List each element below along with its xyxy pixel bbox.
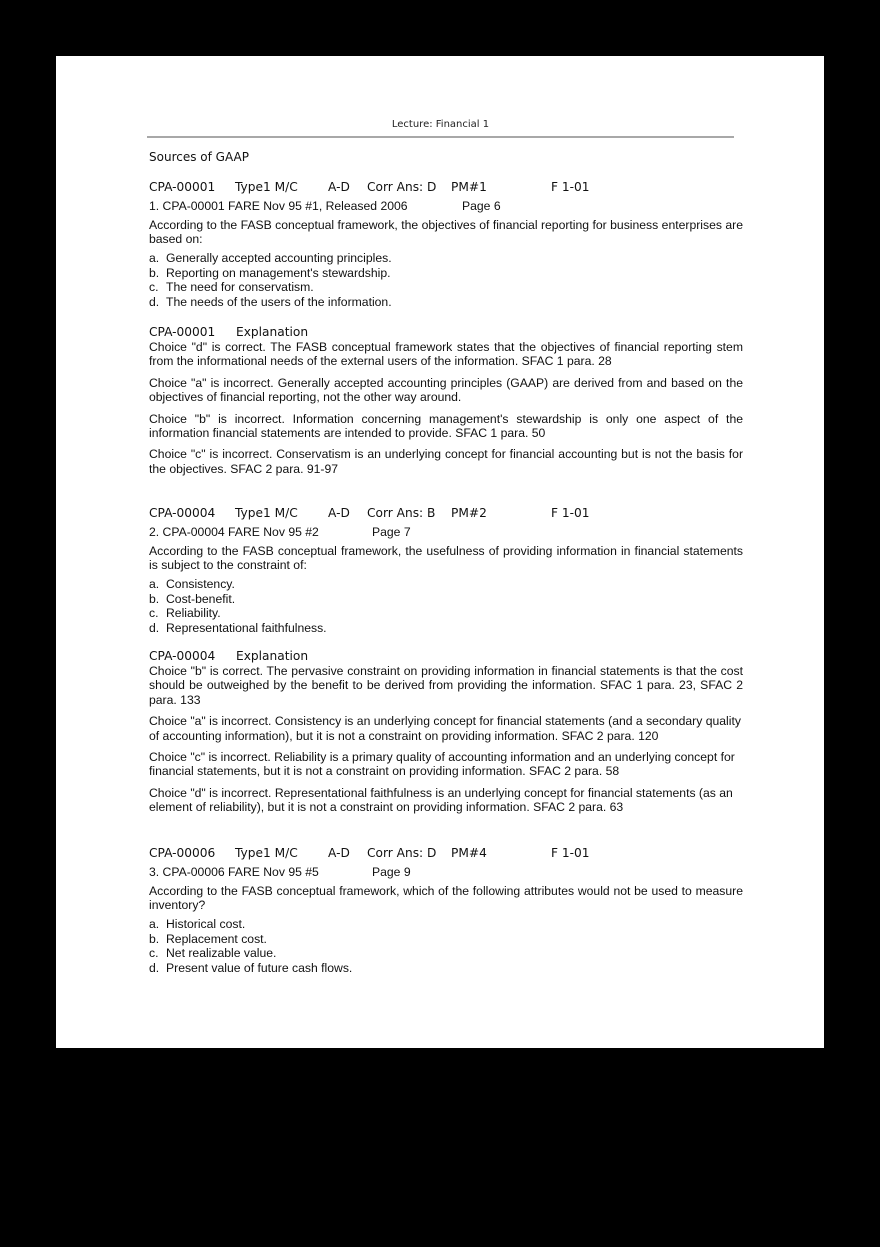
question-id: CPA-00006 xyxy=(149,846,216,860)
question-block xyxy=(149,179,743,309)
explanation-paragraph: Choice "d" is incorrect. Representational faithfulness is an underlying concept for financial statements (as an element of reliability), but it is not a constraint on providing information. SFAC 2 para. 63 xyxy=(149,785,733,815)
answer-choice xyxy=(149,295,743,309)
page-reference: Page 6 xyxy=(462,199,501,213)
choice-text: Reporting on management's stewardship. xyxy=(166,265,391,280)
choice-letter: c. xyxy=(149,946,159,961)
choice-text: The need for conservatism. xyxy=(166,280,314,295)
question-meta-line xyxy=(149,179,743,196)
explanation-heading xyxy=(149,325,743,340)
explanation-paragraph: Choice "c" is incorrect. Conservatism is an underlying concept for financial accounting but is not the basis for the objectives. SFAC 2 para. 91-97 xyxy=(149,447,743,476)
answer-choice xyxy=(149,577,743,591)
question-source: 3. CPA-00006 FARE Nov 95 #5 xyxy=(149,865,319,879)
question-type: Type1 M/C xyxy=(235,180,298,194)
question-stem: According to the FASB conceptual framework, the usefulness of providing information in financial statements is subject to the constraint of: xyxy=(149,544,743,573)
question-source-line xyxy=(149,198,743,215)
question-source: 1. CPA-00001 FARE Nov 95 #1, Released 2006 xyxy=(149,199,408,213)
question-id: CPA-00001 xyxy=(149,180,216,194)
explanation-heading xyxy=(149,649,743,664)
choice-letter: c. xyxy=(149,606,159,621)
explanation-id: CPA-00001 xyxy=(149,325,216,339)
explanation-label: Explanation xyxy=(236,649,309,663)
choice-letter: b. xyxy=(149,591,160,606)
question-source: 2. CPA-00004 FARE Nov 95 #2 xyxy=(149,525,319,539)
answer-choice xyxy=(149,946,743,960)
correct-answer: Corr Ans: B xyxy=(367,506,436,520)
explanation-paragraph: Choice "d" is correct. The FASB conceptual framework states that the objectives of financial reporting stem from the informational needs of the external users of the information. SFAC 1 para. 28 xyxy=(149,340,743,369)
choice-text: The needs of the users of the information. xyxy=(166,294,392,309)
choice-text: Representational faithfulness. xyxy=(166,620,327,635)
question-block xyxy=(149,845,743,975)
answer-choice xyxy=(149,961,743,975)
choice-text: Consistency. xyxy=(166,577,235,592)
explanation-block xyxy=(149,325,743,483)
explanation-id: CPA-00004 xyxy=(149,649,216,663)
explanation-paragraph: Choice "b" is correct. The pervasive constraint on providing information in financial statements is that the cost should be outweighed by the benefit to be derived from providing the information. SFAC 1 para. 23, SFAC 2 para. 133 xyxy=(149,664,743,707)
answer-choice xyxy=(149,621,743,635)
choice-letter: b. xyxy=(149,931,160,946)
question-type: Type1 M/C xyxy=(235,506,298,520)
explanation-paragraph: Choice "a" is incorrect. Consistency is an underlying concept for financial statements (and a secondary quality of accounting information), but it is not a constraint on providing information. SFAC 2 para. 120 xyxy=(149,714,741,743)
pm-number: PM#1 xyxy=(451,180,487,194)
choice-letter: a. xyxy=(149,251,160,266)
question-stem: According to the FASB conceptual framework, the objectives of financial reporting for business enterprises are based on: xyxy=(149,218,743,247)
question-meta-line xyxy=(149,505,743,522)
question-source-line xyxy=(149,524,743,541)
answer-range: A-D xyxy=(328,846,350,860)
answer-choice xyxy=(149,592,743,606)
answer-choices xyxy=(149,577,743,635)
running-header: Lecture: Financial 1 xyxy=(391,119,490,130)
answer-choice xyxy=(149,251,743,265)
correct-answer: Corr Ans: D xyxy=(367,846,437,860)
answer-range: A-D xyxy=(328,506,350,520)
choice-text: Present value of future cash flows. xyxy=(166,960,353,975)
choice-letter: d. xyxy=(149,960,160,975)
topic-code: F 1-01 xyxy=(551,846,590,860)
answer-choices xyxy=(149,917,743,975)
explanation-label: Explanation xyxy=(236,325,309,339)
explanation-block xyxy=(149,649,743,822)
question-id: CPA-00004 xyxy=(149,506,216,520)
choice-text: Reliability. xyxy=(166,606,221,621)
choice-text: Net realizable value. xyxy=(166,946,277,961)
question-block xyxy=(149,505,743,635)
choice-letter: d. xyxy=(149,620,160,635)
page-reference: Page 7 xyxy=(372,525,411,539)
topic-code: F 1-01 xyxy=(551,506,590,520)
question-meta-line xyxy=(149,845,743,862)
answer-choice xyxy=(149,917,743,931)
choice-letter: d. xyxy=(149,294,160,309)
answer-choices xyxy=(149,251,743,309)
answer-choice xyxy=(149,266,743,280)
answer-choice xyxy=(149,932,743,946)
document-page xyxy=(56,56,824,1048)
choice-letter: a. xyxy=(149,577,160,592)
answer-choice xyxy=(149,606,743,620)
explanation-paragraph: Choice "b" is incorrect. Information concerning management's stewardship is only one aspect of the information financial statements are intended to provide. SFAC 1 para. 50 xyxy=(149,411,743,441)
choice-letter: a. xyxy=(149,917,160,932)
explanation-paragraph: Choice "c" is incorrect. Reliability is a primary quality of accounting information and an underlying concept for financial statements, but it is not a constraint on providing information. SFAC 2 para. 58 xyxy=(149,750,735,779)
page-reference: Page 9 xyxy=(372,865,411,879)
answer-choice xyxy=(149,280,743,294)
question-stem: According to the FASB conceptual framework, which of the following attributes would not be used to measure inventory? xyxy=(149,884,743,913)
explanation-paragraph: Choice "a" is incorrect. Generally accepted accounting principles (GAAP) are derived from and based on the objectives of financial reporting, not the other way around. xyxy=(149,375,743,405)
choice-letter: c. xyxy=(149,280,159,295)
topic-code: F 1-01 xyxy=(551,180,590,194)
pm-number: PM#4 xyxy=(451,846,487,860)
section-title: Sources of GAAP xyxy=(149,150,249,164)
pm-number: PM#2 xyxy=(451,506,487,520)
question-type: Type1 M/C xyxy=(235,846,298,860)
answer-range: A-D xyxy=(328,180,350,194)
header-divider xyxy=(147,136,734,138)
question-source-line xyxy=(149,864,743,881)
choice-text: Replacement cost. xyxy=(166,931,267,946)
choice-letter: b. xyxy=(149,265,160,280)
choice-text: Cost-benefit. xyxy=(166,591,236,606)
choice-text: Historical cost. xyxy=(166,917,246,932)
correct-answer: Corr Ans: D xyxy=(367,180,437,194)
choice-text: Generally accepted accounting principles. xyxy=(166,251,392,266)
